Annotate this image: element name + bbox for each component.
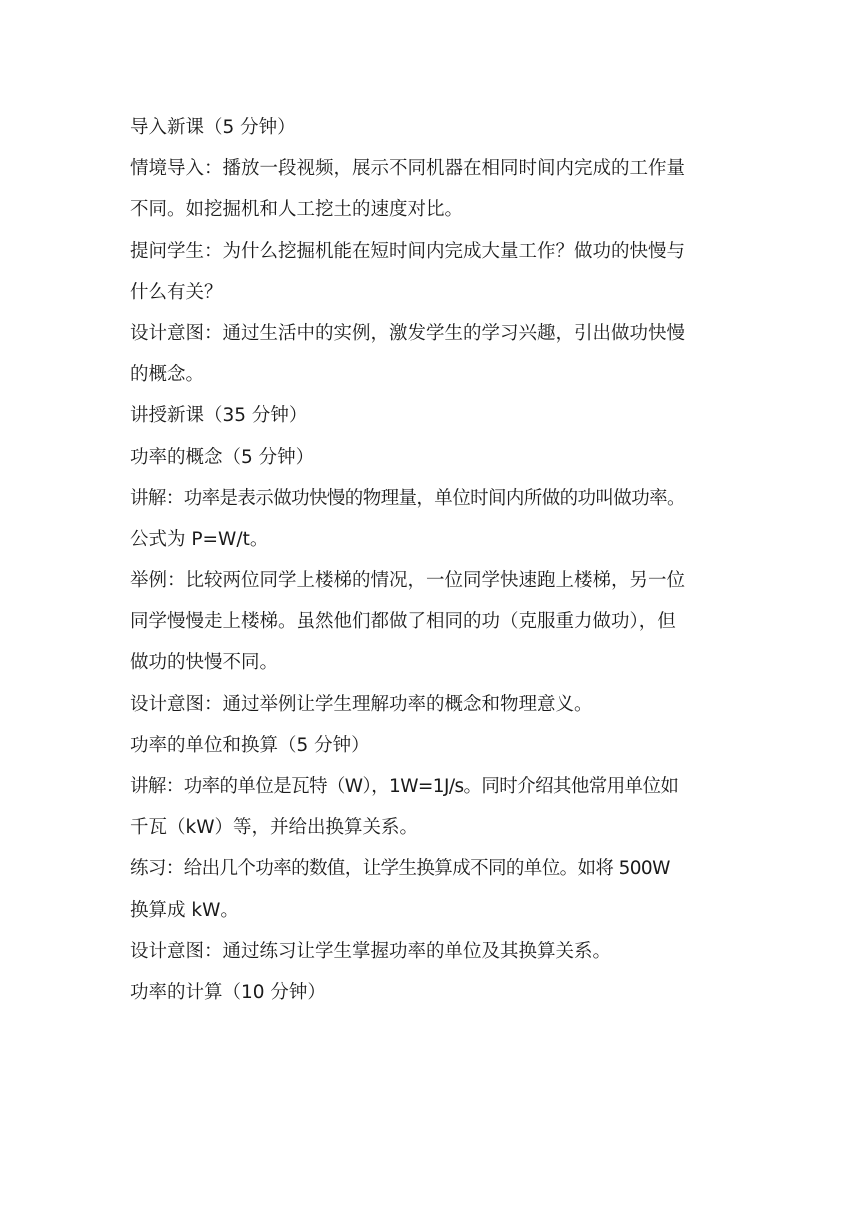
paragraph-line: 提问学生：为什么挖掘机能在短时间内完成大量工作？做功的快慢与: [130, 240, 686, 262]
paragraph-line: 的概念。: [130, 364, 205, 386]
section-heading-intro: 导入新课（5 分钟）: [130, 117, 296, 138]
section-heading-new-lesson: 讲授新课（35 分钟）: [130, 405, 308, 427]
document-body: [130, 107, 732, 1013]
formula-line: 公式为 P=W/t。: [130, 528, 269, 550]
paragraph-line: 讲解：功率的单位是瓦特（W），1W=1J/s。同时介绍其他常用单位如: [130, 776, 679, 797]
paragraph-line: 同学慢慢走上楼梯。虽然他们都做了相同的功（克服重力做功），但: [130, 611, 676, 633]
paragraph-line: 换算成 kW。: [130, 899, 239, 921]
subsection-heading-power-units: 功率的单位和换算（5 分钟）: [130, 734, 370, 756]
paragraph-line: 做功的快慢不同。: [130, 652, 279, 674]
subsection-heading-power-concept: 功率的概念（5 分钟）: [130, 446, 315, 468]
paragraph-line: 情境导入：播放一段视频，展示不同机器在相同时间内完成的工作量: [130, 158, 686, 180]
paragraph-line: 讲解：功率是表示做功快慢的物理量，单位时间内所做的功叫做功率。: [130, 487, 685, 509]
paragraph-line: 千瓦（kW）等，并给出换算关系。: [130, 817, 419, 839]
paragraph-line: 举例：比较两位同学上楼梯的情况，一位同学快速跑上楼梯，另一位: [130, 570, 686, 592]
paragraph-line: 设计意图：通过生活中的实例，激发学生的学习兴趣，引出做功快慢: [130, 322, 686, 344]
paragraph-line: 练习：给出几个功率的数值，让学生换算成不同的单位。如将 500W: [130, 858, 670, 880]
subsection-heading-power-calculation: 功率的计算（10 分钟）: [130, 981, 326, 1003]
paragraph-line: 设计意图：通过练习让学生掌握功率的单位及其换算关系。: [130, 940, 612, 962]
paragraph-line: 不同。如挖掘机和人工挖土的速度对比。: [130, 199, 464, 221]
paragraph-line: 什么有关？: [130, 281, 223, 303]
paragraph-line: 设计意图：通过举例让学生理解功率的概念和物理意义。: [130, 693, 593, 715]
